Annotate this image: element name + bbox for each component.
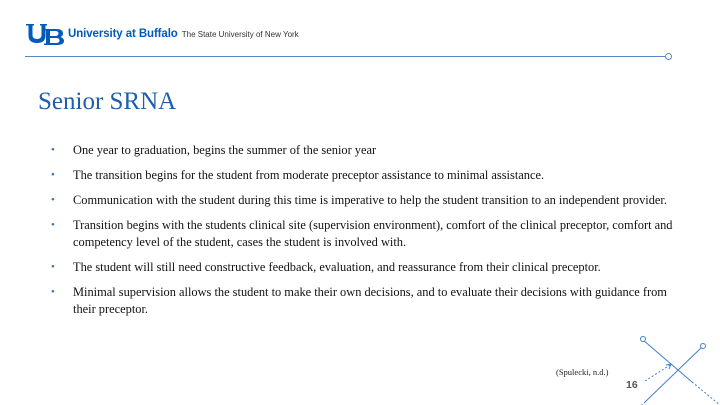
- bullet-text: The student will still need constructive feedback, evaluation, and reassurance from their clinical preceptor.: [73, 260, 601, 274]
- bullet-marker: •: [51, 219, 55, 231]
- bullet-marker: •: [51, 144, 55, 156]
- bullet-text: Communication with the student during this time is imperative to help the student transition to an independent provider.: [73, 193, 667, 207]
- university-subtitle: The State University of New York: [181, 29, 299, 39]
- university-name: University at Buffalo: [68, 28, 178, 40]
- bullet-marker: •: [51, 261, 55, 273]
- bullet-item: [45, 217, 685, 251]
- header-divider: [25, 56, 665, 57]
- bullet-list: [45, 142, 685, 326]
- citation: (Spulecki, n.d.): [556, 367, 609, 377]
- ub-logo-mark: [25, 22, 65, 46]
- university-logo: [25, 22, 299, 46]
- bullet-item: [45, 167, 685, 184]
- bullet-item: [45, 284, 685, 318]
- bullet-item: [45, 142, 685, 159]
- bullet-marker: •: [51, 169, 55, 181]
- bullet-text: Minimal supervision allows the student to make their own decisions, and to evaluate their decisions with guidance from their preceptor.: [73, 285, 667, 316]
- bullet-marker: •: [51, 194, 55, 206]
- bullet-text: The transition begins for the student from moderate preceptor assistance to minimal assistance.: [73, 168, 545, 182]
- bullet-item: [45, 259, 685, 276]
- decorative-lines-graphic: [630, 325, 720, 405]
- slide-title: Senior SRNA: [38, 88, 177, 115]
- bullet-item: [45, 192, 685, 209]
- bullet-text: One year to graduation, begins the summer of the senior year: [73, 143, 377, 157]
- header-divider-end-dot: [665, 53, 672, 60]
- bullet-marker: •: [51, 286, 55, 298]
- bullet-text: Transition begins with the students clinical site (supervision environment), comfort of the clinical preceptor, comfort and competency level of the student, cases the student is involved with.: [73, 218, 673, 249]
- page-number: 16: [626, 379, 638, 391]
